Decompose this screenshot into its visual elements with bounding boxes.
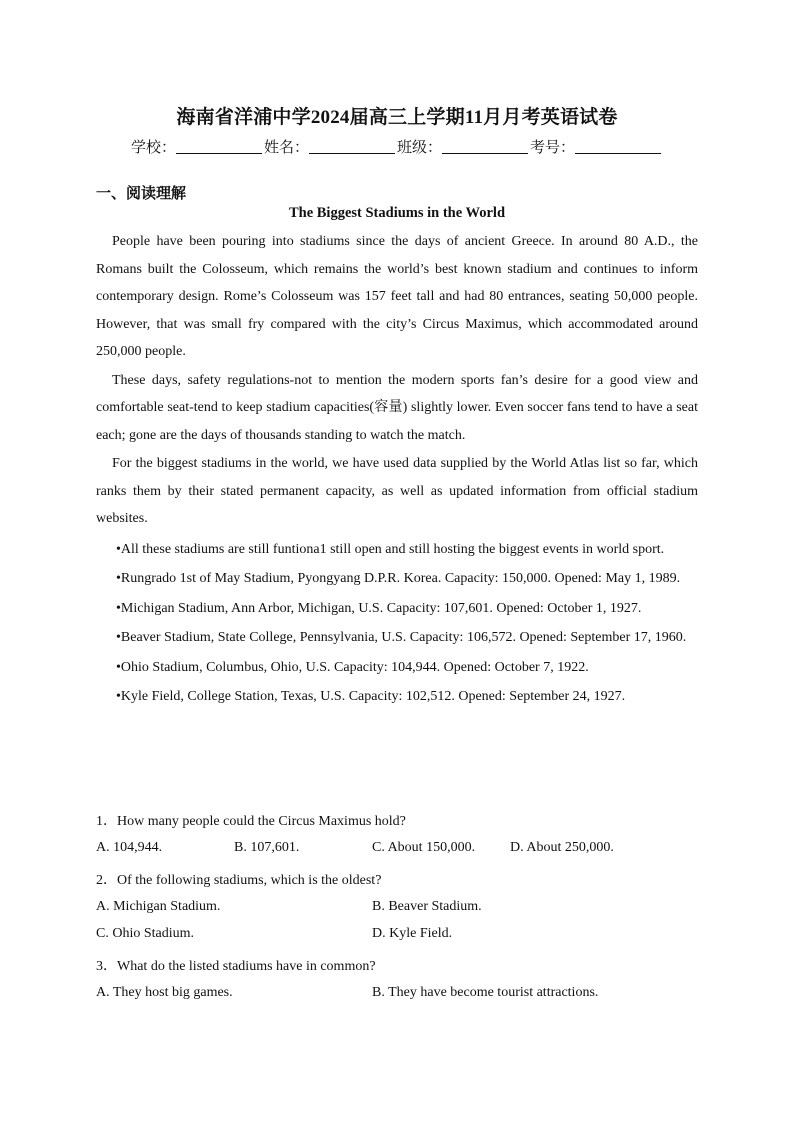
question-2-stem: 2．Of the following stadiums, which is the oldest? bbox=[96, 873, 382, 888]
name-label: 姓名： bbox=[263, 138, 309, 156]
question-3-option-a[interactable]: A. They host big games. bbox=[96, 985, 233, 1000]
article-paragraph: These days, safety regulations-not to mention the modern sports fan’s desire for a good view and comfortable seat-tend to keep stadium capacities(容量) slightly lower. Even soccer fans tend to have a seat each; gone are the days of thousands standing to watch the match. bbox=[96, 372, 698, 443]
stadium-list-item: •All these stadiums are still funtiona1 still open and still hosting the biggest events in world sport. bbox=[116, 541, 665, 557]
question-2-option-b[interactable]: B. Beaver Stadium. bbox=[372, 899, 482, 914]
question-2-option-a[interactable]: A. Michigan Stadium. bbox=[96, 899, 221, 914]
section-heading: 一、阅读理解 bbox=[96, 184, 187, 202]
number-blank[interactable] bbox=[575, 139, 661, 154]
question-2-option-d[interactable]: D. Kyle Field. bbox=[372, 926, 453, 941]
question-3-option-b[interactable]: B. They have become tourist attractions. bbox=[372, 985, 599, 1000]
exam-title: 海南省洋浦中学2024届高三上学期11月月考英语试卷 bbox=[176, 107, 618, 128]
article-paragraph: People have been pouring into stadiums since the days of ancient Greece. In around 80 A.D., the Romans built the Colosseum, which remains the world’s best known stadium and continues to inform contemporary design. Rome’s Colosseum was 157 feet tall and had 80 entrances, seating 50,000 people. However, that was small fry compared with the city’s Circus Maximus, which accommodated around 250,000 people. bbox=[96, 234, 698, 359]
question-1-stem: 1．How many people could the Circus Maximus hold? bbox=[96, 814, 406, 829]
student-info-line bbox=[0, 136, 794, 157]
question-3-stem: 3．What do the listed stadiums have in common? bbox=[96, 959, 376, 974]
stadium-list-item: •Ohio Stadium, Columbus, Ohio, U.S. Capacity: 104,944. Opened: October 7, 1922. bbox=[116, 659, 589, 675]
class-label: 班级： bbox=[397, 138, 443, 156]
question-1-option-d[interactable]: D. About 250,000. bbox=[510, 840, 614, 855]
stadium-list-item: •Michigan Stadium, Ann Arbor, Michigan, U.S. Capacity: 107,601. Opened: October 1, 1927. bbox=[116, 600, 642, 616]
school-blank[interactable] bbox=[176, 139, 262, 154]
stadium-list-item: •Kyle Field, College Station, Texas, U.S. Capacity: 102,512. Opened: September 24, 1927. bbox=[116, 689, 626, 704]
article-body bbox=[96, 228, 698, 712]
question-2-option-c[interactable]: C. Ohio Stadium. bbox=[96, 926, 195, 941]
stadium-list-item: •Beaver Stadium, State College, Pennsylvania, U.S. Capacity: 106,572. Opened: September 17, 1960. bbox=[116, 630, 687, 645]
question-1-option-b[interactable]: B. 107,601. bbox=[234, 840, 300, 855]
number-label: 考号： bbox=[530, 138, 576, 156]
class-blank[interactable] bbox=[442, 139, 528, 154]
school-label: 学校： bbox=[130, 138, 176, 156]
question-1-option-c[interactable]: C. About 150,000. bbox=[372, 840, 476, 855]
article-paragraph: For the biggest stadiums in the world, we have used data supplied by the World Atlas list so far, which ranks them by their stated permanent capacity, as well as updated information from official stadium websites. bbox=[96, 456, 698, 526]
name-blank[interactable] bbox=[309, 139, 395, 154]
article-title: The Biggest Stadiums in the World bbox=[288, 205, 506, 221]
stadium-list-item: •Rungrado 1st of May Stadium, Pyongyang D.P.R. Korea. Capacity: 150,000. Opened: May 1, 1989. bbox=[116, 571, 681, 586]
question-1-option-a[interactable]: A. 104,944. bbox=[96, 840, 163, 855]
